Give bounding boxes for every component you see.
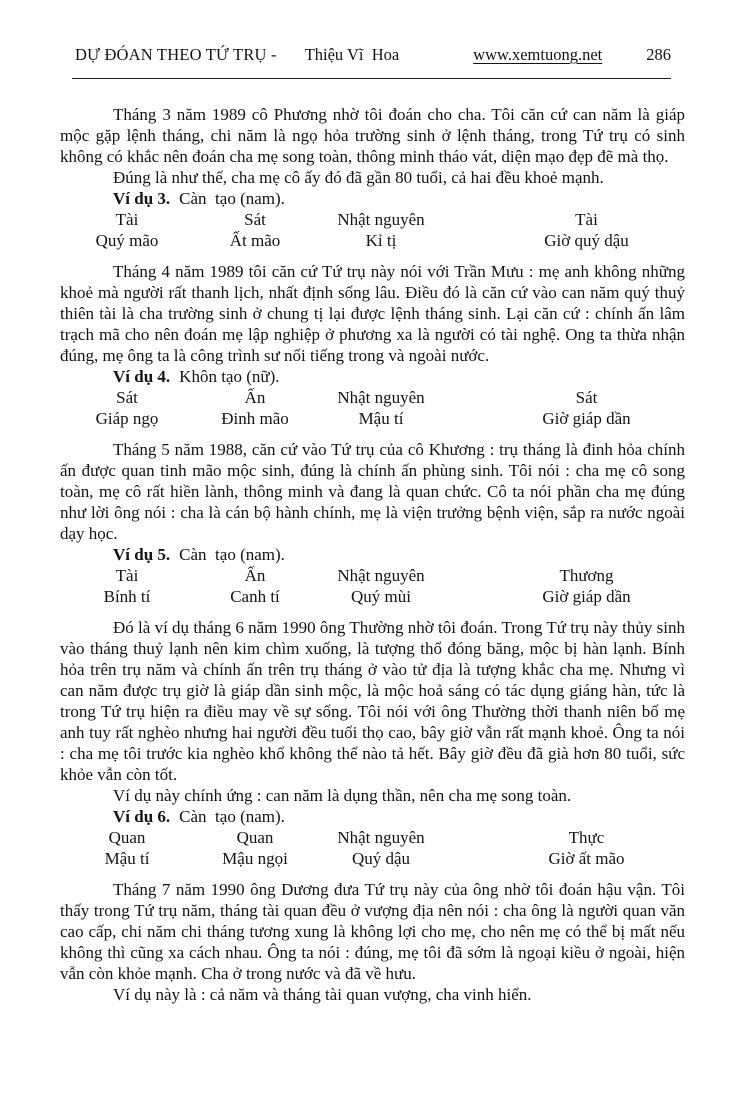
example-4-label: Ví dụ 4. <box>113 367 171 386</box>
pillar-value: Quý mùi <box>351 587 411 606</box>
pillar-values-row <box>60 848 685 869</box>
pillar-values-row <box>60 408 685 429</box>
example-3-heading <box>60 188 685 209</box>
example-3-label: Ví dụ 3. <box>113 189 171 208</box>
pillar-role: Sát <box>575 388 598 407</box>
pillar-values-row <box>60 586 685 607</box>
book-title: DỰ ĐÓAN THEO TỨ TRỤ - <box>75 45 277 64</box>
pillar-role: Quan <box>236 828 274 847</box>
pillar-value: Canh tí <box>230 587 280 606</box>
paragraph-thang-7-1990: Tháng 7 năm 1990 ông Dương đưa Tứ trụ này của ông nhờ tôi đoán hậu vận. Tôi thấy trong Tứ trụ năm, tháng tài quan đều ở vượng địa nên nói : cha ông là người quan văn cao cấp, chi năm chi tháng tương xung là không lợi cho mẹ, cho nên mẹ có thể bị mất nếu không thì cũng xa cách nhau. Ông ta nói : đúng, mẹ tôi đã sớm là ngoại kiều ở ngoài, hiện vẫn còn khỏe mạnh. Cha ở trong nước và đã về hưu. <box>60 880 685 983</box>
page-header <box>60 45 685 65</box>
pillar-value: Giờ giáp dần <box>542 587 631 606</box>
paragraph-vi-du-chinh-ung: Ví dụ này chính ứng : can năm là dụng thần, nên cha mẹ song toàn. <box>113 786 572 805</box>
pillar-value: Giờ ất mão <box>548 849 625 868</box>
four-pillars-table-example-5 <box>60 565 685 607</box>
pillar-role: Sát <box>244 210 266 229</box>
pillar-value: Quý dậu <box>351 849 411 868</box>
pillar-value: Ất mão <box>229 231 281 250</box>
pillar-value: Đinh mão <box>221 409 289 428</box>
example-5-label: Ví dụ 5. <box>113 545 171 564</box>
pillar-values-row <box>60 230 685 251</box>
header-divider <box>72 78 671 79</box>
pillar-value: Giờ quý dậu <box>544 231 629 250</box>
pillar-value: Kỉ tị <box>365 231 397 250</box>
paragraph-thang-6-1990: Đó là ví dụ tháng 6 năm 1990 ông Thường nhờ tôi đoán. Trong Tứ trụ này thủy sinh vào tháng thuỷ lạnh nên kim chìm xuống, là tượng thổ đóng băng, mộc bị hàn lạnh. Bính hỏa trên trụ năm và chính ấn trên trụ tháng ở vào tử địa là tượng khắc cha mẹ. Nhưng vì can năm được trụ giờ là giáp dần sinh mộc, là mộc hoả sáng có tác dụng giáng hàn, tức là trong Tứ trụ hiện ra điều may về sự sống. Tôi nói với ông Thường thời thanh niên bố mẹ anh tuy rất nghèo nhưng hai người đều tuổi thọ cao, bây giờ vẫn rất mạnh khoẻ. Ông ta nói : cha mẹ tôi trước kia nghèo khổ không thể nào tả hết. Bây giờ đều đã già hơn 80 tuổi, sức khỏe vẫn còn tốt. <box>60 618 685 784</box>
pillar-role: Tài <box>115 210 139 229</box>
four-pillars-table-example-6 <box>60 827 685 869</box>
paragraph-vi-du-nay-la: Ví dụ này là : cả năm và tháng tài quan vượng, cha vinh hiển. <box>113 985 532 1004</box>
pillar-role: Nhật nguyên <box>337 828 425 847</box>
book-author: Thiệu Vĩ Hoa <box>304 45 400 64</box>
pillar-role: Thương <box>559 566 614 585</box>
pillar-role: Sát <box>116 388 138 407</box>
page-content <box>60 104 685 1005</box>
pillar-value: Giáp ngọ <box>95 409 159 428</box>
pillar-roles-row <box>60 827 685 848</box>
pillar-role: Tài <box>115 566 139 585</box>
paragraph-thang-3-1989: Tháng 3 năm 1989 cô Phương nhờ tôi đoán cho cha. Tôi căn cứ can năm là giáp mộc gặp lệnh tháng, chi năm là ngọ hỏa trường sinh ở lệnh tháng, trong Tứ trụ có sinh không có khắc nên đoán cha mẹ song toàn, thông minh tháo vát, diện mạo đẹp đẽ mà thọ. <box>60 105 685 166</box>
example-5-heading <box>60 544 685 565</box>
page-number: 286 <box>646 45 671 64</box>
pillar-value: Giờ giáp dần <box>542 409 631 428</box>
paragraph-dung-la-nhu-the: Đúng là như thế, cha mẹ cô ấy đó đã gần 80 tuổi, cả hai đều khoẻ mạnh. <box>113 168 604 187</box>
pillar-roles-row <box>60 387 685 408</box>
example-6-intro: Càn tạo (nam). <box>179 807 285 826</box>
pillar-value: Mậu tí <box>358 409 404 428</box>
pillar-role: Nhật nguyên <box>337 210 425 229</box>
pillar-value: Mậu ngọi <box>222 849 288 868</box>
example-4-intro: Khôn tạo (nữ). <box>179 367 280 386</box>
example-6-heading <box>60 806 685 827</box>
pillar-value: Quý mão <box>95 231 159 250</box>
book-page <box>0 45 744 1098</box>
pillar-role: Tài <box>575 210 598 229</box>
four-pillars-table-example-4 <box>60 387 685 429</box>
pillar-role: Quan <box>108 828 146 847</box>
pillar-roles-row <box>60 209 685 230</box>
example-5-intro: Càn tạo (nam). <box>179 545 285 564</box>
pillar-role: Ấn <box>244 566 266 585</box>
four-pillars-table-example-3 <box>60 209 685 251</box>
pillar-role: Nhật nguyên <box>337 388 425 407</box>
pillar-role: Nhật nguyên <box>337 566 425 585</box>
website-link[interactable]: www.xemtuong.net <box>473 45 603 64</box>
pillar-roles-row <box>60 565 685 586</box>
pillar-value: Mậu tí <box>104 849 150 868</box>
pillar-role: Ấn <box>244 388 266 407</box>
paragraph-thang-5-1988: Tháng 5 năm 1988, căn cứ vào Tứ trụ của cô Khương : trụ tháng là đinh hỏa chính ấn được quan tinh mão mộc sinh, đúng là chính ấn phùng sinh. Tôi nói : cha mẹ cô song toàn, mẹ cô rất hiền lành, thông minh và đang là quan chức. Cô ta nói phần cha mẹ đúng như lời ông nói : cha là cán bộ hành chính, mẹ là viện trưởng bệnh viện, sắp ra nước ngoài dạy học. <box>60 440 685 543</box>
example-3-intro: Càn tạo (nam). <box>179 189 285 208</box>
example-4-heading <box>60 366 685 387</box>
pillar-value: Bính tí <box>103 587 151 606</box>
pillar-role: Thực <box>568 828 605 847</box>
paragraph-thang-4-1989: Tháng 4 năm 1989 tôi căn cứ Tứ trụ này nói với Trần Mưu : mẹ anh không những khoẻ mà người rất thanh lịch, nhất định sống lâu. Điều đó là căn cứ vào can năm quý thuỷ thiên tài là cha trường sinh ở chung tị lại được lệnh tháng sinh. Lại căn cứ : chính ấn lâm trạch mã cho nên đoán mẹ lập nghiệp ở phương xa là người có tài nghệ. Ong ta thừa nhận đúng, mẹ ông ta là công trình sư nổi tiếng trong và ngoài nước. <box>60 262 685 365</box>
example-6-label: Ví dụ 6. <box>113 807 171 826</box>
